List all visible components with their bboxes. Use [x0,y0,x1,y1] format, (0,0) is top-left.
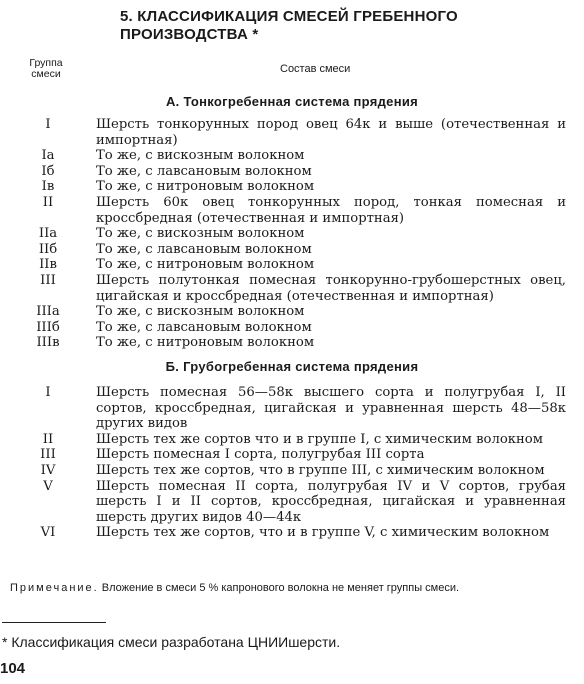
group-cell: VI [40,525,56,541]
group-cell: IIIб [36,319,60,335]
section-a-title: А. Тонкогребенная система прядения [165,94,419,109]
table-row [0,304,584,320]
composition-cell: То же, с вискозным волокном [96,304,305,320]
composition-cell: Шерсть помесная I сорта, полугрубая III сорта [96,447,425,463]
group-cell: IIб [38,241,58,257]
composition-cell: Шерсть тех же сортов что и в группе I, с химическим волокном [96,431,543,447]
composition-cell: Шерсть помесная 56—58к высшего сорта и полугрубая I, II сортов, кроссбредная, цигайская и уравненная шерсть 48—58к других видов [96,385,566,432]
footnote-rule [2,622,106,623]
table-row [0,463,584,479]
table-row [0,148,584,164]
group-cell: V [43,478,53,494]
group-cell: IIа [38,226,58,242]
group-cell: II [42,194,54,210]
table-row [0,242,584,258]
group-cell: IIIв [36,335,60,351]
composition-cell: Шерсть 60к овец тонкорунных пород, тонкая помесная и кроссбредная (отечественная и импортная) [96,194,566,226]
composition-cell: Шерсть тех же сортов, что в группе III, с химическим волокном [96,462,545,478]
composition-cell: Шерсть полутонкая помесная тонкорунно-грубошерстных овец, цигайская и кроссбредная (отечественная и импортная) [96,272,566,304]
table-row [0,257,584,273]
group-cell: IV [40,462,56,478]
group-cell: Iб [41,163,55,179]
group-cell: Iв [41,179,55,195]
table-row [0,117,584,148]
composition-cell: Шерсть тех же сортов, что и в группе V, с химическим волокном [96,525,550,541]
table-row [0,432,584,448]
composition-cell: Шерсть помесная II сорта, полугрубая IV и V сортов, грубая шерсть I и II сортов, кроссбредная, цигайская и уравненная шерсть других видов 40—44к [96,478,566,525]
composition-cell: То же, с вискозным волокном [96,148,305,164]
note-label: Примечание. [10,582,99,594]
group-cell: III [40,272,56,288]
column-header-group: Группа смеси [29,57,63,80]
composition-cell: То же, с вискозным волокном [96,226,305,242]
group-cell: I [45,385,51,400]
table-row [0,335,584,351]
group-cell: Iа [41,148,55,164]
page-number: 104 [0,660,26,677]
column-header-composition: Состав смеси [280,63,351,75]
table-row [0,164,584,180]
composition-cell: То же, с нитроновым волокном [96,335,315,351]
section-b-rows [0,385,584,541]
table-title: 5. КЛАССИФИКАЦИЯ СМЕСЕЙ ГРЕБЕННОГО ПРОИЗВОДСТВА * [120,8,458,43]
table-row [0,525,584,541]
composition-cell: То же, с нитроновым волокном [96,179,315,195]
table-row [0,195,584,226]
composition-cell: То же, с лавсановым волокном [96,163,312,179]
group-cell: IIIа [36,304,60,320]
composition-cell: Шерсть тонкорунных пород овец 64к и выше (отечественная и импортная) [96,117,566,148]
group-cell: II [42,431,54,447]
table-row [0,179,584,195]
table-row [0,479,584,526]
group-cell: IIв [39,257,57,273]
table-row [0,320,584,336]
table-row [0,273,584,304]
footnote: * Классификация смеси разработана ЦНИИшерсти. [2,634,341,650]
composition-cell: То же, с нитроновым волокном [96,257,315,273]
table-row [0,385,584,432]
table-note [10,582,565,595]
table-row [0,226,584,242]
composition-cell: То же, с лавсановым волокном [96,319,312,335]
section-a-rows [0,117,584,351]
table-row [0,447,584,463]
composition-cell: То же, с лавсановым волокном [96,241,312,257]
section-b-title: Б. Грубогребенная система прядения [165,359,419,374]
group-cell: I [45,117,51,132]
note-text: Вложение в смеси 5 % капронового волокна не меняет группы смеси. [101,582,460,594]
group-cell: III [40,447,56,463]
